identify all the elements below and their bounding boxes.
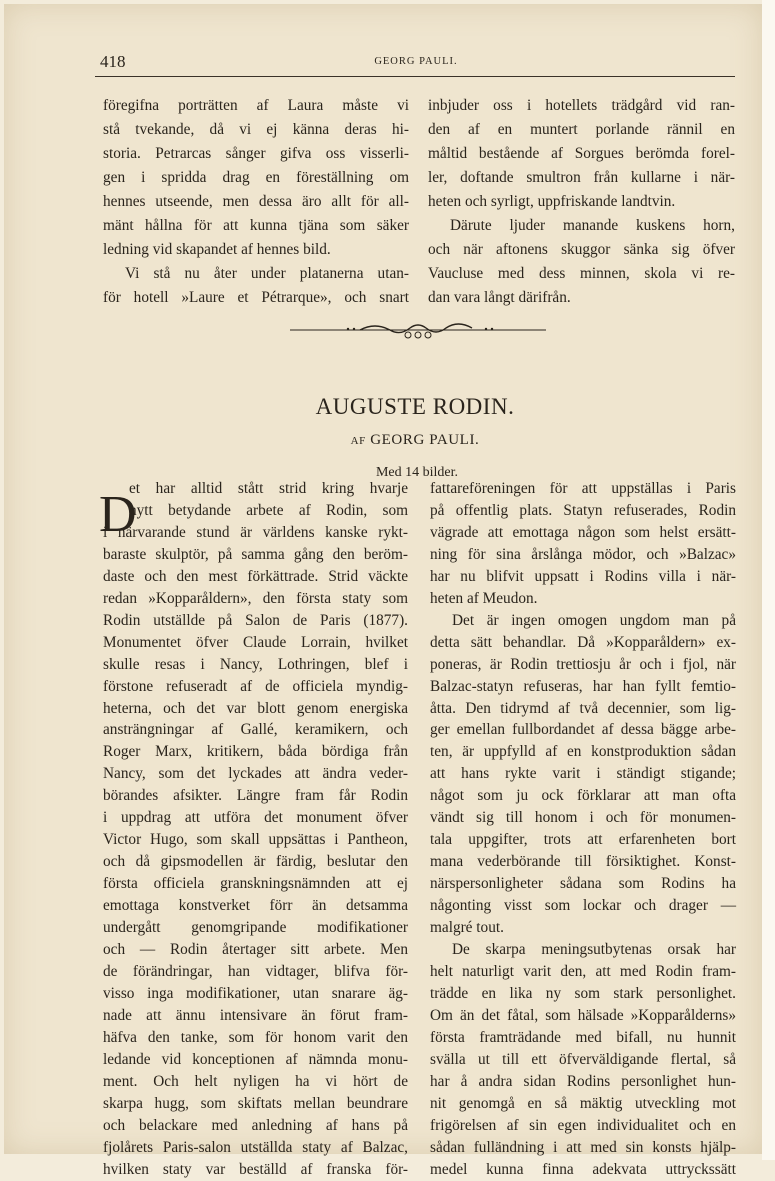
text-line: förstone refuseradt af de officiela myndig- xyxy=(103,677,408,695)
text-line: Victor Hugo, som skall uppsättas i Pantheon, xyxy=(103,831,408,849)
text-line: Vi stå nu åter under platanerna utan- xyxy=(125,265,409,282)
text-line: nytt betydande arbete af Rodin, som xyxy=(129,501,408,519)
top-left-column xyxy=(103,94,409,310)
text-line: poneras, är Rodin trettiosju år och i fjol, när xyxy=(430,655,736,673)
text-line: något som ju ock förklarar att man ofta xyxy=(430,787,736,805)
text-line: heterna, och det var blott genom energiska xyxy=(103,699,408,717)
text-line: Om än det fåtal, som hälsade »Kopparålderns» xyxy=(430,1006,736,1024)
text-line: någonting visst som lockar och drager — xyxy=(430,897,736,915)
text-line: inbjuder oss i hotellets trädgård vid ran- xyxy=(428,97,735,114)
text-line: att hans rykte varit i ständigt stigande; xyxy=(430,765,736,783)
text-line: dan vara långt därifrån. xyxy=(428,289,571,306)
text-line: nit genomgå en så mäktig utveckling mot xyxy=(430,1094,736,1112)
text-line: ledande vid konceptionen af nämnda monu- xyxy=(103,1050,408,1068)
text-line: de förändringar, han vidtager, blifva för- xyxy=(103,962,408,980)
text-line: i uppdrag att utföra det monument öfver xyxy=(103,809,408,827)
text-line: helt naturligt varit den, att med Rodin fram- xyxy=(430,962,736,980)
text-line: De skarpa meningsutbytenas orsak har xyxy=(452,941,736,959)
page-edge xyxy=(762,0,775,1160)
text-line: första framträdande med bifall, nu hunnit xyxy=(430,1028,736,1046)
text-line: närspersonligheter sådana som Rodins ha xyxy=(430,875,736,893)
text-line: Monumentet öfver Claude Lorrain, hvilket xyxy=(103,633,408,651)
text-line: heten och syrligt, uppfriskande landtvin. xyxy=(428,193,676,210)
text-line: Roger Marx, kritikern, båda bördiga från xyxy=(103,743,408,761)
text-line: börandes afsikter. Längre fram får Rodin xyxy=(103,787,408,805)
text-line: häfva den tanke, som för honom varit den xyxy=(103,1028,408,1046)
text-line: Nancy, som det lyckades att ändra veder- xyxy=(103,765,408,783)
text-line: Rodin utställde på Salon de Paris (1877). xyxy=(103,611,408,629)
text-line: svälla ut till ett öfverväldigande flertal, så xyxy=(430,1050,736,1068)
text-line: föregifna porträtten af Laura måste vi xyxy=(103,97,409,114)
article-byline xyxy=(0,432,775,449)
text-line: ment. Och helt nyligen ha vi hört de xyxy=(103,1072,408,1090)
text-line: vägrade att emottaga någon som helst ersätt- xyxy=(430,523,736,541)
text-line: trädde en lika ny som stark personlighet. xyxy=(430,984,736,1002)
text-line: fattareföreningen för att uppställas i Paris xyxy=(430,480,736,497)
byline-author: GEORG PAULI. xyxy=(370,432,480,448)
text-line: heten af Meudon. xyxy=(430,589,538,607)
text-line: har nu blifvit uppsatt i Rodins villa i när- xyxy=(430,567,736,585)
text-line: fjolårets Paris-salon utställda staty af Balzac, xyxy=(103,1138,408,1156)
text-line: Vaucluse med dess minnen, skola vi re- xyxy=(428,265,735,282)
text-line: hvilken staty var beställd af franska för- xyxy=(103,1160,408,1178)
article-right-column xyxy=(430,478,736,1181)
text-line: har å andra sidan Rodins personlighet hun- xyxy=(430,1072,736,1090)
text-line: första officiela granskningsnämnden att ej xyxy=(103,875,408,893)
text-line: i närvarande stund är världens kanske rykt- xyxy=(103,523,408,541)
text-line: för hotell »Laure et Pétrarque», och snart xyxy=(103,289,409,306)
text-line: på offentlig plats. Statyn refuserades, Rodin xyxy=(430,501,736,519)
text-line: mana vederbörande till försiktighet. Konst- xyxy=(430,853,736,871)
text-line: gen i spridda drag en föreställning om xyxy=(103,169,409,186)
text-line: nade att ännu intensivare än förut fram- xyxy=(103,1006,408,1024)
text-line: och belackare med anledning af hans på xyxy=(103,1116,408,1134)
text-line: malgré tout. xyxy=(430,919,504,937)
article-title: AUGUSTE RODIN. xyxy=(315,394,515,419)
text-line: ler, doftande smultron från kullarne i när- xyxy=(428,169,735,186)
text-line: emottaga konstverket förr än detsamma xyxy=(103,897,408,915)
running-head: GEORG PAULI. xyxy=(374,56,458,67)
article-left-column xyxy=(103,478,408,1181)
text-line: Det är ingen omogen ungdom man på xyxy=(452,611,736,629)
ornament-divider xyxy=(290,320,546,342)
page-number: 418 xyxy=(100,52,126,71)
text-line: och — Rodin återtager sitt arbete. Men xyxy=(103,941,408,959)
text-line: medel kunna finna adekvata uttryckssätt xyxy=(430,1160,736,1178)
text-line: redan »Kopparåldern», den första staty som xyxy=(103,589,408,607)
text-line: frigörelsen af sin egen individualitet och en xyxy=(430,1116,736,1134)
text-line: Därute ljuder manande kuskens horn, xyxy=(450,217,735,234)
header-rule xyxy=(95,76,735,77)
text-line: åtta. Den tidrymd af två decennier, som lig- xyxy=(430,699,736,717)
text-line: skulle resas i Nancy, Lothringen, blef i xyxy=(103,655,408,673)
text-line: måltid bestående af Sorgues berömda forel- xyxy=(428,145,735,162)
text-line: ger emellan fullbordandet af dessa bägge arbe- xyxy=(430,721,736,739)
text-line: den af en muntert porlande rännil en xyxy=(428,121,735,138)
top-right-column xyxy=(428,94,735,310)
text-line: mänt hållna för att kunna tjäna som säker xyxy=(103,217,409,234)
text-line: skarpa hugg, som skiftats mellan beundrare xyxy=(103,1094,408,1112)
text-line: Balzac-statyn refuseras, har han fyllt femtio- xyxy=(430,677,736,695)
text-line: daste och den mest förkättrade. Strid väckte xyxy=(103,567,408,585)
text-line: och då gipsmodellen är färdig, beslutar den xyxy=(103,853,408,871)
text-line: et har alltid stått strid kring hvarje xyxy=(129,480,408,497)
text-line: stå tvekande, då vi ej känna deras hi- xyxy=(103,121,409,138)
text-line: hennes utseende, men dessa äro allt för all- xyxy=(103,193,409,210)
text-line: ledning vid skapandet af hennes bild. xyxy=(103,241,331,258)
text-line: storia. Petrarcas sånger gifva oss visserli- xyxy=(103,145,409,162)
text-line: visso inga modifikationer, utan snarare äg- xyxy=(103,984,408,1002)
text-line: ten, är uppfylld af en konstproduktion sådan xyxy=(430,743,736,761)
text-line: vändt sig till honom i och för monumen- xyxy=(430,809,736,827)
article-subtitle: Med 14 bilder. xyxy=(375,465,459,480)
text-line: ansträngningar af Gallé, keramikern, och xyxy=(103,721,408,739)
byline-prefix: AF xyxy=(350,435,366,447)
text-line: och när aftonens skuggor sänka sig öfver xyxy=(428,241,735,258)
text-line: baraste skulptör, på samma gång den beröm- xyxy=(103,545,408,563)
text-line: sådan fulländning i att med sin konsts hjälp- xyxy=(430,1138,736,1156)
text-line: undergått genomgripande modifikationer xyxy=(103,919,408,937)
text-line: tala uppgifter, trots att erfarenheten bort xyxy=(430,831,736,849)
text-line: ning för sina årslånga mödor, och »Balzac» xyxy=(430,545,736,563)
text-line: detta sätt behandlar. Då »Kopparåldern» ex- xyxy=(430,633,736,651)
drop-cap: D xyxy=(99,486,137,543)
